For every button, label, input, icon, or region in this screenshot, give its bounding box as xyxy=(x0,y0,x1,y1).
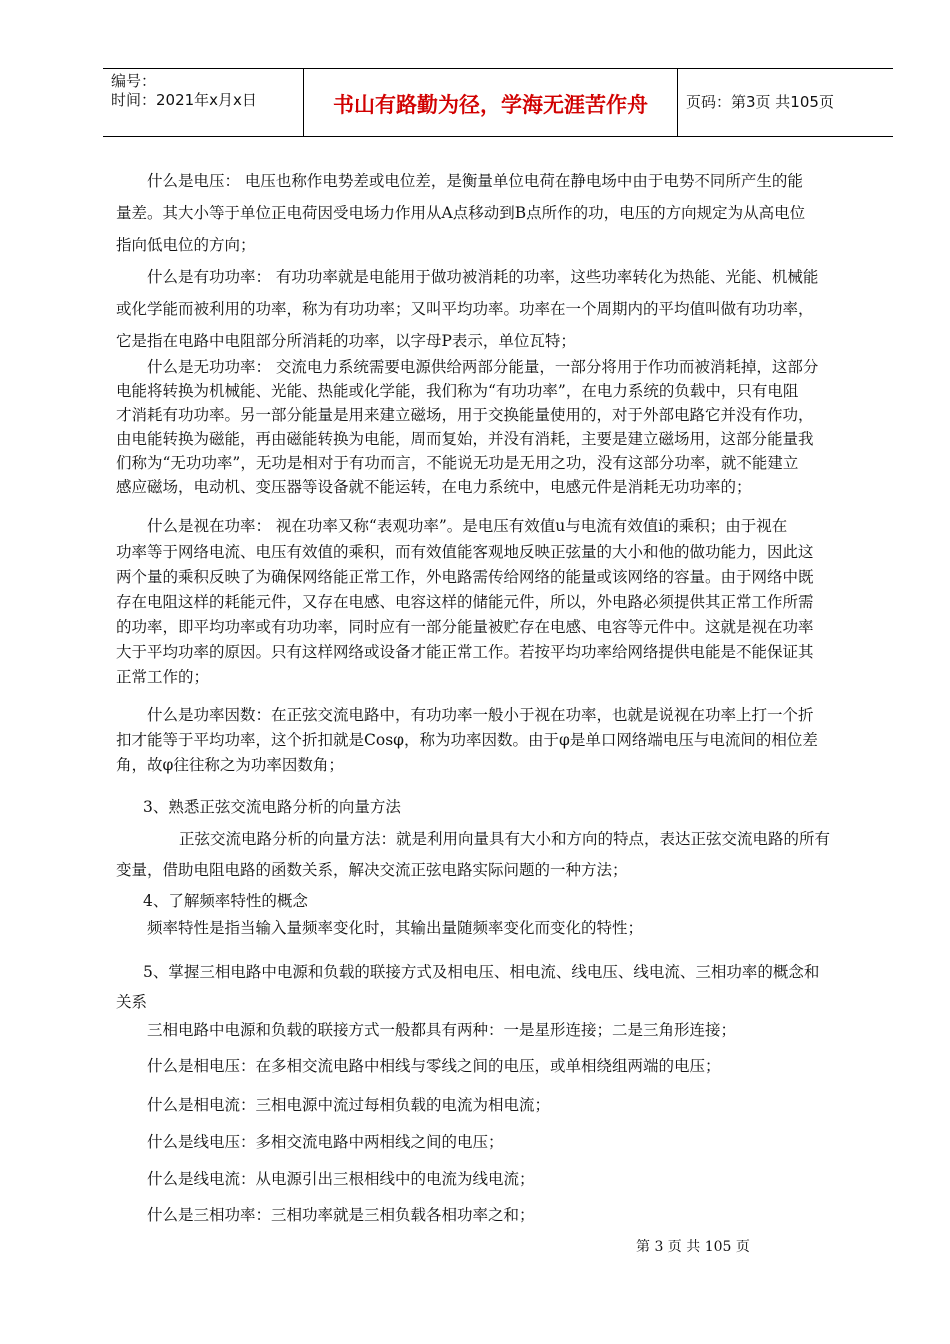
body-line: 正常工作的； xyxy=(116,668,210,686)
body-line: 什么是无功功率： 交流电力系统需要电源供给两部分能量，一部分将用于作功而被消耗掉，这部分 xyxy=(147,358,819,376)
body-line: 三相电路中电源和负载的联接方式一般都具有两种：一是星形连接；二是三角形连接； xyxy=(147,1021,737,1039)
doc-number-label: 编号： xyxy=(111,72,157,90)
page-header xyxy=(103,68,893,137)
body-line: 什么是三相功率：三相功率就是三相负载各相功率之和； xyxy=(147,1206,535,1224)
body-line: 量差。其大小等于单位正电荷因受电场力作用从A点移动到B点所作的功，电压的方向规定为从高电位 xyxy=(116,204,806,222)
body-line: 或化学能而被利用的功率，称为有功功率；又叫平均功率。功率在一个周期内的平均值叫做有功功率， xyxy=(116,300,814,318)
doc-date-label: 时间：2021年x月x日 xyxy=(111,91,257,109)
page-footer: 第 3 页 共 105 页 xyxy=(636,1239,750,1255)
body-line: 它是指在电路中电阻部分所消耗的功率，以字母P表示，单位瓦特； xyxy=(116,332,576,350)
body-line: 什么是线电压：多相交流电路中两相线之间的电压； xyxy=(147,1133,504,1151)
section-heading: 5、掌握三相电路中电源和负载的联接方式及相电压、相电流、线电压、线电流、三相功率的概念和 xyxy=(143,963,820,981)
body-line: 由电能转换为磁能，再由磁能转换为电能，周而复始，并没有消耗，主要是建立磁场用，这部分能量我 xyxy=(116,430,814,448)
body-line: 什么是功率因数：在正弦交流电路中，有功功率一般小于视在功率，也就是说视在功率上打一个折 xyxy=(147,706,814,724)
body-line: 电能将转换为机械能、光能、热能或化学能，我们称为“有功功率”，在电力系统的负载中，只有电阻 xyxy=(116,382,799,400)
header-info-cell xyxy=(103,69,304,136)
body-line: 什么是相电流：三相电源中流过每相负载的电流为相电流； xyxy=(147,1096,551,1114)
body-line: 正弦交流电路分析的向量方法：就是利用向量具有大小和方向的特点，表达正弦交流电路的所有 xyxy=(179,830,831,848)
body-line: 功率等于网络电流、电压有效值的乘积，而有效值能客观地反映正弦量的大小和他的做功能力，因此这 xyxy=(116,543,814,561)
body-line: 大于平均功率的原因。只有这样网络或设备才能正常工作。若按平均功率给网络提供电能是不能保证其 xyxy=(116,643,814,661)
body-line: 变量，借助电阻电路的函数关系，解决交流正弦电路实际问题的一种方法； xyxy=(116,861,628,879)
body-line: 才消耗有功功率。另一部分能量是用来建立磁场，用于交换能量使用的，对于外部电路它并没有作功， xyxy=(116,406,814,424)
header-page-info: 页码：第3页 共105页 xyxy=(686,93,834,111)
body-line: 什么是视在功率： 视在功率又称“表观功率”。是电压有效值u与电流有效值i的乘积；由于视在 xyxy=(147,517,788,535)
body-line: 频率特性是指当输入量频率变化时，其输出量随频率变化而变化的特性； xyxy=(147,919,644,937)
header-motto-cell xyxy=(304,69,678,136)
body-line: 角，故φ往往称之为功率因数角； xyxy=(116,756,344,774)
body-line: 什么是电压： 电压也称作电势差或电位差，是衡量单位电荷在静电场中由于电势不同所产生的能 xyxy=(147,172,803,190)
body-line: 的功率，即平均功率或有功功率，同时应有一部分能量被贮存在电感、电容等元件中。这就是视在功率 xyxy=(116,618,814,636)
header-motto: 书山有路勤为径，学海无涯苦作舟 xyxy=(333,93,648,117)
body-line: 两个量的乘积反映了为确保网络能正常工作，外电路需传给网络的能量或该网络的容量。由于网络中既 xyxy=(116,568,814,586)
body-line: 扣才能等于平均功率，这个折扣就是Cosφ，称为功率因数。由于φ是单口网络端电压与电流间的相位差 xyxy=(116,731,818,749)
header-page-cell xyxy=(678,69,893,136)
body-line: 什么是相电压：在多相交流电路中相线与零线之间的电压，或单相绕组两端的电压； xyxy=(147,1057,721,1075)
body-line: 感应磁场，电动机、变压器等设备就不能运转，在电力系统中，电感元件是消耗无功功率的； xyxy=(116,478,752,496)
body-line: 们称为“无功功率”，无功是相对于有功而言，不能说无功是无用之功，没有这部分功率，就不能建立 xyxy=(116,454,799,472)
section-heading: 3、熟悉正弦交流电路分析的向量方法 xyxy=(143,798,401,816)
body-line: 什么是有功功率： 有功功率就是电能用于做功被消耗的功率，这些功率转化为热能、光能、机械能 xyxy=(147,268,819,286)
body-line: 存在电阻这样的耗能元件，又存在电感、电容这样的储能元件，所以，外电路必须提供其正常工作所需 xyxy=(116,593,814,611)
body-line: 指向低电位的方向； xyxy=(116,236,256,254)
section-heading: 关系 xyxy=(116,993,148,1011)
body-line: 什么是线电流：从电源引出三根相线中的电流为线电流； xyxy=(147,1170,535,1188)
section-heading: 4、了解频率特性的概念 xyxy=(143,892,308,910)
